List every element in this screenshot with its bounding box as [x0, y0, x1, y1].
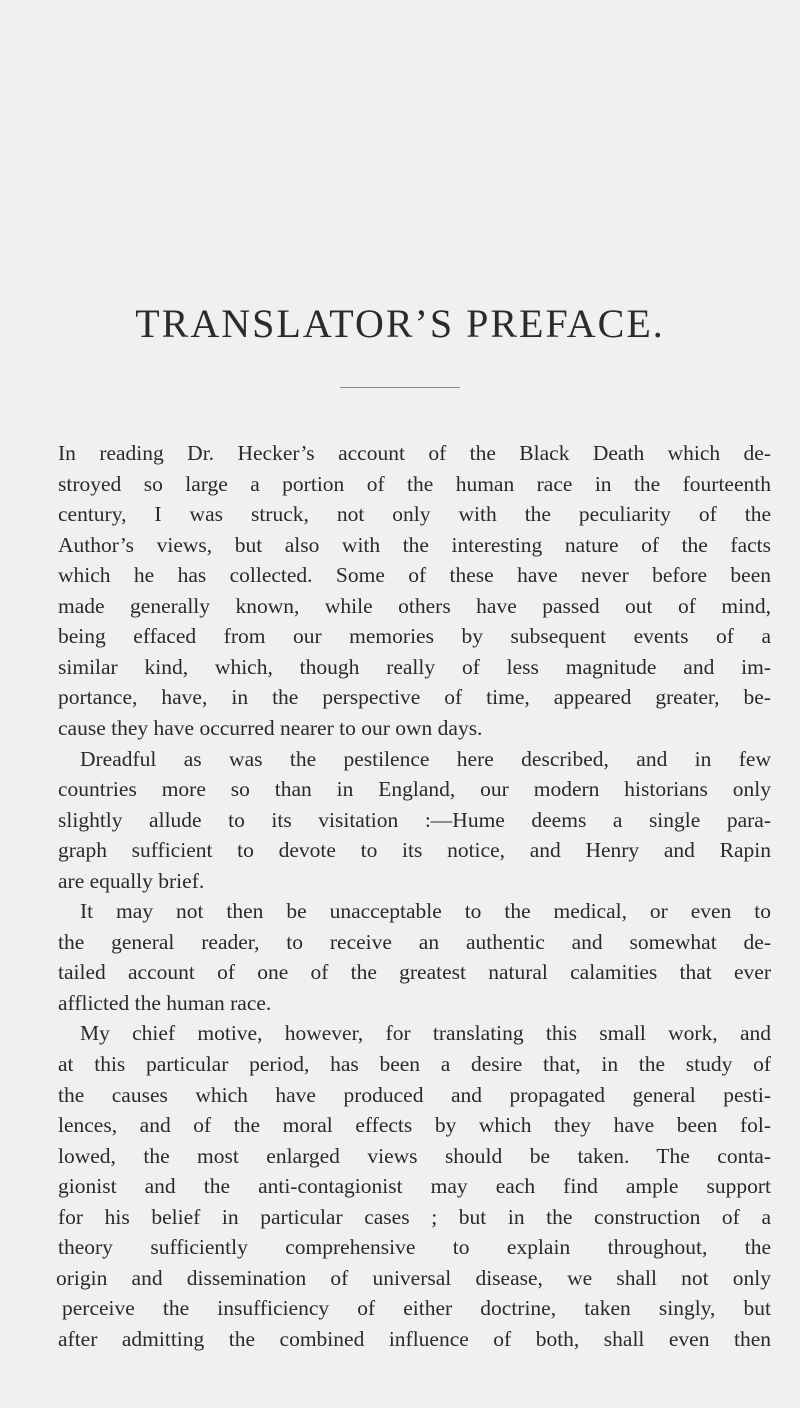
page-title: TRANSLATOR’S PREFACE.	[135, 301, 665, 346]
text-line: cause they have occurred nearer to our own days.	[58, 715, 483, 740]
text-line: portance, have, in the perspective of time, appeared greater, be-	[58, 685, 771, 710]
text-line: at this particular period, has been a desire that, in the study of	[58, 1052, 771, 1076]
text-line: In reading Dr. Hecker’s account of the Black Death which de-	[58, 441, 771, 465]
text-line: after admitting the combined influence of both, shall even then	[58, 1326, 771, 1351]
title-divider	[340, 387, 460, 388]
text-line: countries more so than in England, our modern historians only	[58, 777, 771, 802]
text-line: century, I was struck, not only with the peculiarity of the	[58, 502, 771, 527]
text-line: the causes which have produced and propagated general pesti-	[58, 1082, 771, 1107]
text-line: Dreadful as was the pestilence here described, and in few	[80, 746, 771, 771]
text-line: which he has collected. Some of these have never before been	[58, 563, 771, 588]
text-line: origin and dissemination of universal disease, we shall not only	[56, 1265, 771, 1290]
text-line: gionist and the anti-contagionist may each find ample support	[58, 1174, 771, 1199]
text-line: being effaced from our memories by subsequent events of a	[58, 624, 771, 649]
text-line: slightly allude to its visitation :—Hume deems a single para-	[58, 807, 771, 832]
text-line: afflicted the human race.	[58, 990, 272, 1015]
text-line: Author’s views, but also with the interesting nature of the facts	[58, 532, 771, 557]
text-line: graph sufficient to devote to its notice, and Henry and Rapin	[58, 838, 771, 863]
text-line: made generally known, while others have passed out of mind,	[58, 593, 771, 618]
text-line: theory sufficiently comprehensive to explain throughout, the	[58, 1235, 771, 1260]
text-line: perceive the insufficiency of either doctrine, taken singly, but	[62, 1296, 771, 1321]
text-line: similar kind, which, though really of less magnitude and im-	[58, 654, 771, 679]
text-line: tailed account of one of the greatest natural calamities that ever	[58, 960, 771, 985]
text-line: lowed, the most enlarged views should be taken. The conta-	[58, 1143, 771, 1168]
text-line: lences, and of the moral effects by which they have been fol-	[58, 1113, 771, 1138]
text-line: the general reader, to receive an authentic and somewhat de-	[58, 929, 771, 954]
text-line: are equally brief.	[58, 868, 205, 893]
text-line: My chief motive, however, for translating this small work, and	[80, 1021, 771, 1046]
text-line: stroyed so large a portion of the human race in the fourteenth	[58, 471, 771, 496]
text-line: for his belief in particular cases ; but in the construction of a	[58, 1204, 771, 1229]
text-line: It may not then be unacceptable to the medical, or even to	[80, 899, 771, 924]
